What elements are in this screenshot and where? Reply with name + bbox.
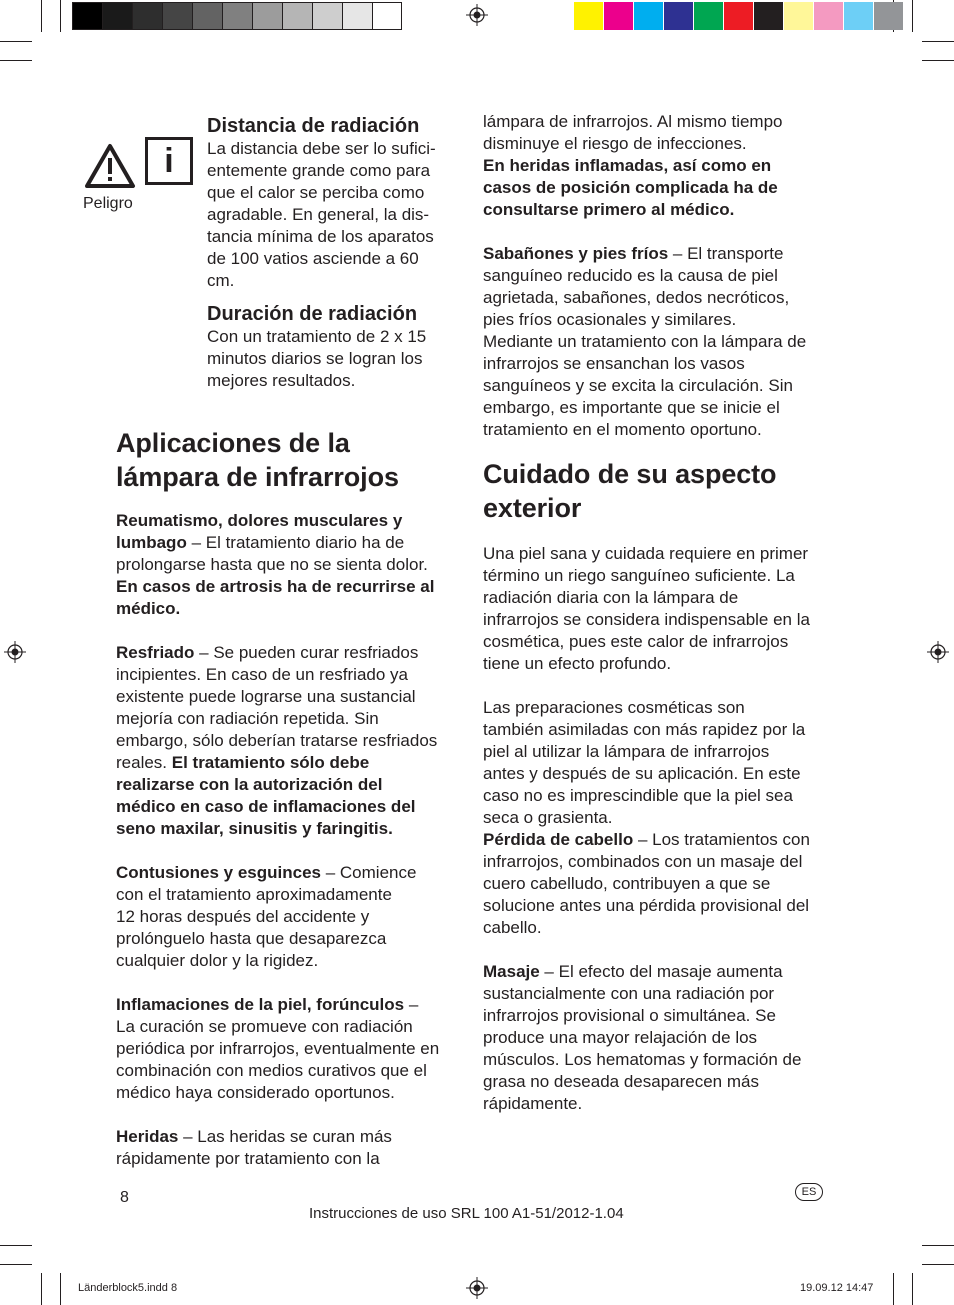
crop-mark bbox=[922, 41, 954, 42]
crop-mark bbox=[922, 1245, 954, 1246]
text-line: que el calor se perciba como bbox=[207, 183, 425, 202]
color-swatch bbox=[162, 2, 192, 30]
crop-mark bbox=[60, 1273, 61, 1305]
crop-mark bbox=[60, 0, 61, 32]
text-line: infrarrojos se considera indispensable en la bbox=[483, 610, 810, 629]
text-line: seno maxilar, sinusitis y faringitis. bbox=[116, 819, 393, 838]
registration-mark-icon bbox=[466, 4, 488, 26]
text-line: lámpara de infrarrojos. Al mismo tiempo bbox=[483, 112, 783, 131]
text-line: combinación con medios curativos que el bbox=[116, 1061, 427, 1080]
slug-filename: Länderblock5.indd 8 bbox=[78, 1282, 178, 1294]
color-swatch bbox=[372, 2, 402, 30]
duracion-heading: Duración de radiación bbox=[207, 303, 418, 325]
cabello-paragraph: Pérdida de cabello – Los tratamientos con infrarrojos, combinados con un masaje del cuero cabelludo, contribuyen a que se solucione antes una pérdida provisional del cabello. bbox=[483, 830, 810, 937]
text-line: agradable. En general, la dis- bbox=[207, 205, 430, 224]
crop-mark bbox=[922, 60, 954, 61]
inflamaciones-paragraph: Inflamaciones de la piel, forúnculos – La curación se promueve con radiación periódica por infrarrojos, eventualmente en combinación con medios curativos que el médico haya considerado oportunos. bbox=[116, 995, 440, 1102]
crop-mark bbox=[41, 0, 42, 32]
text-line: médico haya considerado oportunos. bbox=[116, 1083, 395, 1102]
reuma-paragraph: Reumatismo, dolores musculares y lumbago – El tratamiento diario ha de prolongarse hasta que no se sienta dolor. En casos de artrosis ha de recurrirse al médico. bbox=[116, 511, 435, 618]
color-swatch bbox=[222, 2, 252, 30]
color-swatch bbox=[724, 2, 754, 30]
cuidado-paragraph bbox=[483, 543, 828, 675]
registration-mark-icon bbox=[4, 641, 26, 663]
text-line: prolónguelo hasta que desaparezca bbox=[116, 929, 387, 948]
color-swatch bbox=[312, 2, 342, 30]
page-number: 8 bbox=[120, 1189, 129, 1206]
color-swatch bbox=[874, 2, 904, 30]
crop-mark bbox=[893, 1273, 894, 1305]
text-line: solucione antes una pérdida provisional del bbox=[483, 896, 810, 915]
heridas-paragraph: Heridas – Las heridas se curan más rápidamente por tratamiento con la bbox=[116, 1127, 392, 1168]
text-line: minutos diarios se logran los bbox=[207, 349, 423, 368]
masaje-paragraph: Masaje – El efecto del masaje aumenta sustancialmente con una radiación por infrarrojos provisional o simultánea. Se produce una mayor relajación de los músculos. Los hematomas y formación de grasa no deseada desaparecen más rápidamente. bbox=[483, 962, 802, 1113]
cuidado-heading-line-2: exterior bbox=[483, 493, 582, 523]
text-line: entemente grande como para bbox=[207, 161, 431, 180]
color-swatch bbox=[574, 2, 604, 30]
color-swatch bbox=[342, 2, 372, 30]
text-line: agrietada, sabañones, dedos necróticos, bbox=[483, 288, 790, 307]
text-line: de 100 vatios asciende a 60 bbox=[207, 249, 419, 268]
text-line: Las preparaciones cosméticas son bbox=[483, 698, 745, 717]
left-column bbox=[116, 426, 461, 1170]
text-line: cosmética, pues este calor de infrarrojos bbox=[483, 632, 789, 651]
text-line: tratamiento en el momento oportuno. bbox=[483, 420, 762, 439]
crop-mark bbox=[41, 1273, 42, 1305]
crop-mark bbox=[912, 0, 913, 32]
color-swatch bbox=[664, 2, 694, 30]
sabanones-paragraph: Sabañones y pies fríos – El transporte sanguíneo reducido es la causa de piel agrietada, sabañones, dedos necróticos, pies fríos ocasionales y similares. Mediante un tratamiento con la lámpara de infrarrojos se ensanchan los vasos sanguíneos y se excita la circulación. Sin embargo, es importante que se inicie el tratamiento en el momento oportuno. bbox=[483, 244, 807, 439]
text-line: existente puede lograrse una sustancial bbox=[116, 687, 416, 706]
text-line: pies fríos ocasionales y similares. bbox=[483, 310, 737, 329]
text-line: incipientes. En caso de un resfriado ya bbox=[116, 665, 409, 684]
aplicaciones-heading-line-2: lámpara de infrarrojos bbox=[116, 462, 399, 492]
slug-date: 19.09.12 14:47 bbox=[800, 1282, 874, 1294]
text-line: rápidamente por tratamiento con la bbox=[116, 1149, 380, 1168]
info-glyph: i bbox=[164, 142, 174, 180]
text-line: embargo, es importante que se inicie el bbox=[483, 398, 780, 417]
contusiones-paragraph: Contusiones y esguinces – Comience con el tratamiento aproximadamente 12 horas después del accidente y prolónguelo hasta que desaparezca cualquier dolor y la rigidez. bbox=[116, 863, 417, 970]
crop-mark bbox=[0, 41, 32, 42]
color-swatch bbox=[754, 2, 784, 30]
text-line: cuero cabelludo, contribuyen a que se bbox=[483, 874, 771, 893]
text-line: disminuye el riesgo de infecciones. bbox=[483, 134, 747, 153]
text-line: mejores resultados. bbox=[207, 371, 356, 390]
text-line: sustancialmente con una radiación por bbox=[483, 984, 775, 1003]
crop-mark bbox=[0, 1264, 32, 1265]
text-line: realizarse con la autorización del bbox=[116, 775, 383, 794]
color-swatch bbox=[132, 2, 162, 30]
text-line: 12 horas después del accidente y bbox=[116, 907, 370, 926]
text-line: embargo, sólo deberían tratarse resfriados bbox=[116, 731, 438, 750]
process-color-bar bbox=[574, 2, 904, 30]
text-line: también asimiladas con más rapidez por la bbox=[483, 720, 806, 739]
text-line: infrarrojos, combinados con un masaje del bbox=[483, 852, 803, 871]
text-line: mejoría con radiación repetida. Sin bbox=[116, 709, 379, 728]
text-line: casos de posición complicada ha de bbox=[483, 178, 778, 197]
color-swatch bbox=[282, 2, 312, 30]
crop-mark bbox=[0, 1245, 32, 1246]
preparaciones-paragraph bbox=[483, 697, 828, 829]
color-swatch bbox=[604, 2, 634, 30]
text-line: periódica por infrarrojos, eventualmente en bbox=[116, 1039, 440, 1058]
text-line: infrarrojos provisional o simultánea. Se bbox=[483, 1006, 776, 1025]
text-line: consultarse primero al médico. bbox=[483, 200, 735, 219]
text-line: caso no es imprescindible que la piel sea bbox=[483, 786, 793, 805]
grayscale-color-bar bbox=[72, 2, 402, 30]
language-badge: ES bbox=[795, 1183, 823, 1201]
text-line: Mediante un tratamiento con la lámpara de bbox=[483, 332, 807, 351]
registration-mark-icon bbox=[927, 641, 949, 663]
color-swatch bbox=[72, 2, 102, 30]
text-line: cm. bbox=[207, 271, 235, 290]
registration-mark-icon bbox=[466, 1277, 488, 1299]
crop-mark bbox=[922, 1264, 954, 1265]
text-line: piel al utilizar la lámpara de infrarrojos bbox=[483, 742, 770, 761]
text-line: Con un tratamiento de 2 x 15 bbox=[207, 327, 427, 346]
color-swatch bbox=[252, 2, 282, 30]
radiation-info-block bbox=[207, 114, 457, 392]
color-swatch bbox=[102, 2, 132, 30]
crop-mark bbox=[0, 60, 32, 61]
duracion-text bbox=[207, 326, 457, 392]
resfriado-paragraph: Resfriado – Se pueden curar resfriados incipientes. En caso de un resfriado ya existente puede lograrse una sustancial mejoría con radiación repetida. Sin embargo, sólo deberían tratarse resfriados reales. El tratamiento sólo debe realizarse con la autorización del médico en caso de inflamaciones del seno maxilar, sinusitis y faringitis. bbox=[116, 643, 438, 838]
document-reference: Instrucciones de uso SRL 100 A1-51/2012-1.04 bbox=[309, 1205, 624, 1222]
text-line: produce una mayor relajación de los bbox=[483, 1028, 758, 1047]
heridas-continuation bbox=[483, 111, 828, 221]
color-swatch bbox=[784, 2, 814, 30]
text-line: sanguíneos y se excita la circulación. Sin bbox=[483, 376, 793, 395]
color-swatch bbox=[814, 2, 844, 30]
text-line: antes y después de su aplicación. En este bbox=[483, 764, 801, 783]
distancia-heading: Distancia de radiación bbox=[207, 115, 420, 137]
text-line: cabello. bbox=[483, 918, 542, 937]
text-line: grasa no deseada desaparecen más bbox=[483, 1072, 759, 1091]
color-swatch bbox=[634, 2, 664, 30]
color-swatch bbox=[844, 2, 874, 30]
text-line: rápidamente. bbox=[483, 1094, 583, 1113]
text-line: tiene un efecto profundo. bbox=[483, 654, 672, 673]
text-line: En heridas inflamadas, así como en bbox=[483, 156, 772, 175]
crop-mark bbox=[912, 1273, 913, 1305]
text-line: músculos. Los hematomas y formación de bbox=[483, 1050, 802, 1069]
text-line: Una piel sana y cuidada requiere en primer bbox=[483, 544, 809, 563]
text-line: infrarrojos se ensanchan los vasos bbox=[483, 354, 745, 373]
aplicaciones-heading-line-1: Aplicaciones de la bbox=[116, 428, 350, 458]
text-line: cualquier dolor y la rigidez. bbox=[116, 951, 319, 970]
color-swatch bbox=[192, 2, 222, 30]
text-line: con el tratamiento aproximadamente bbox=[116, 885, 392, 904]
right-column bbox=[483, 111, 828, 1115]
text-line: La distancia debe ser lo sufici- bbox=[207, 139, 436, 158]
text-line: tancia mínima de los aparatos bbox=[207, 227, 434, 246]
text-line: La curación se promueve con radiación bbox=[116, 1017, 413, 1036]
text-line: seca o grasienta. bbox=[483, 808, 613, 827]
text-line: término un riego sanguíneo suficiente. La bbox=[483, 566, 795, 585]
text-line: médico en caso de inflamaciones del bbox=[116, 797, 416, 816]
distancia-text bbox=[207, 138, 457, 292]
info-icon bbox=[145, 137, 193, 185]
text-line: sanguíneo reducido es la causa de piel bbox=[483, 266, 778, 285]
warning-triangle-icon bbox=[84, 143, 136, 189]
cuidado-heading-line-1: Cuidado de su aspecto bbox=[483, 459, 777, 489]
color-swatch bbox=[694, 2, 724, 30]
warning-label: Peligro bbox=[83, 195, 133, 212]
text-line: radiación diaria con la lámpara de bbox=[483, 588, 739, 607]
